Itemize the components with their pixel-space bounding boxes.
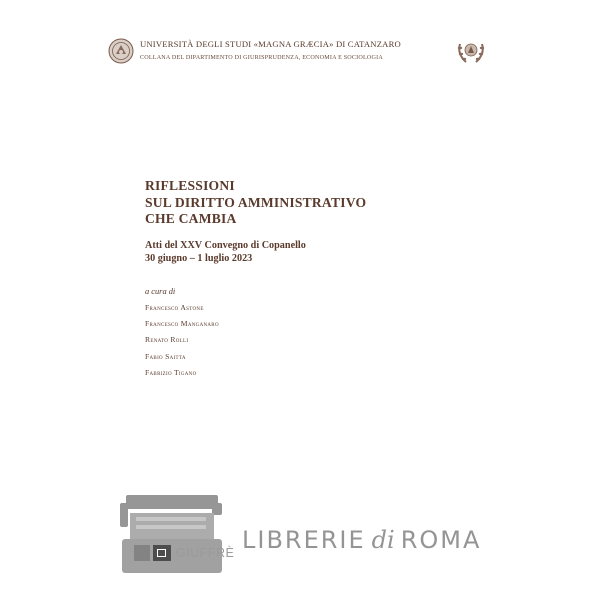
- typewriter-icon: [116, 495, 226, 575]
- editors-list: [145, 300, 219, 381]
- university-name: UNIVERSITÀ DEGLI STUDI «MAGNA GRÆCIA» DI CATANZARO: [140, 39, 401, 49]
- title-line-1: RIFLESSIONI: [145, 178, 235, 193]
- editor-name: Fabrizio Tigano: [145, 367, 197, 377]
- header-text: [140, 39, 440, 61]
- book-title: [145, 178, 366, 228]
- publisher-name: GIUFFRÈ: [176, 546, 235, 560]
- header: [108, 36, 488, 70]
- university-seal-icon: [108, 38, 134, 64]
- publisher-logo-icon: [153, 545, 171, 561]
- curated-by-label: a cura di: [145, 287, 176, 296]
- watermark-brand-pre: LIBRERIE: [242, 526, 366, 554]
- watermark-brand: [242, 526, 481, 554]
- book-subtitle: [145, 240, 306, 265]
- laurel-emblem-icon: [454, 36, 488, 66]
- title-line-3: CHE CAMBIA: [145, 211, 237, 226]
- watermark-brand-di: di: [371, 526, 395, 554]
- series-name: COLLANA DEL DIPARTIMENTO DI GIURISPRUDENZA, ECONOMIA E SOCIOLOGIA: [140, 55, 383, 61]
- editor-name: Renato Rolli: [145, 335, 189, 345]
- editor-name: Francesco Astone: [145, 303, 204, 312]
- editor-name: Francesco Manganaro: [145, 319, 219, 329]
- subtitle-line-2: 30 giugno – 1 luglio 2023: [145, 252, 253, 264]
- title-line-2: SUL DIRITTO AMMINISTRATIVO: [145, 194, 367, 210]
- watermark-brand-post: ROMA: [400, 526, 482, 554]
- subtitle-line-1: Atti del XXV Convegno di Copanello: [145, 240, 306, 251]
- editor-name: Fabio Saitta: [145, 351, 186, 361]
